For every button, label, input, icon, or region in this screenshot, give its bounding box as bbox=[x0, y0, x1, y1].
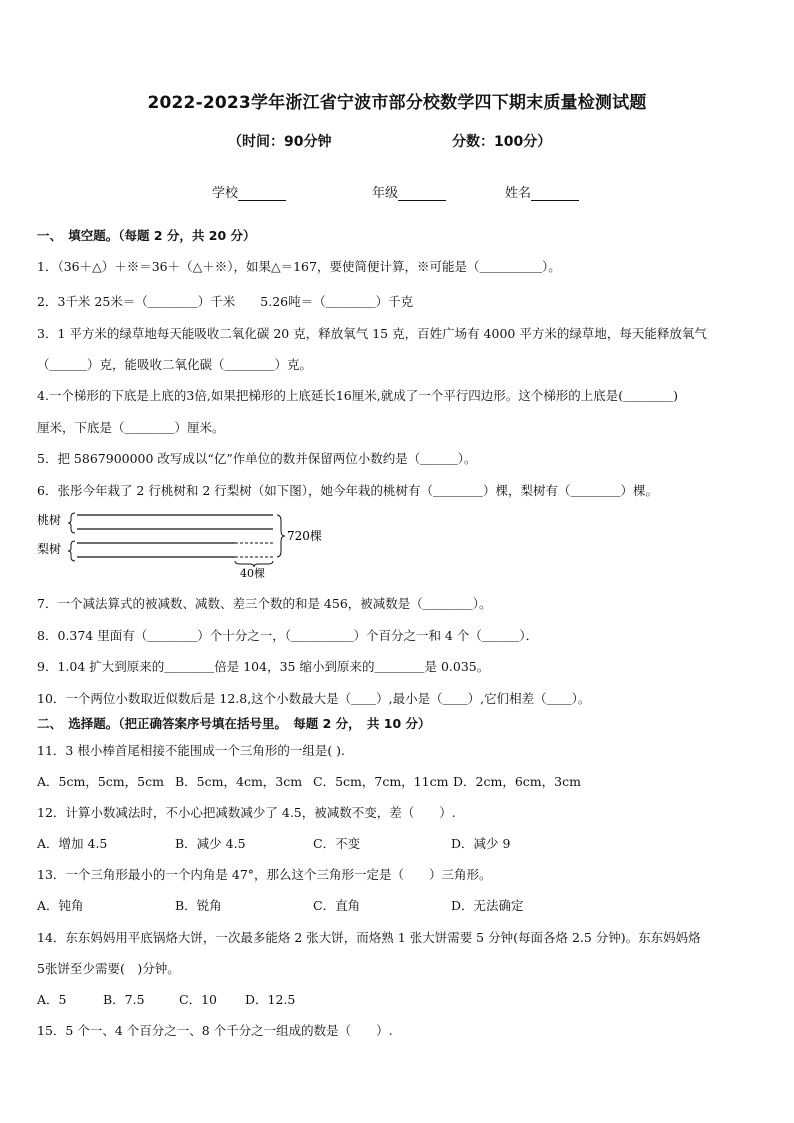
option-a[interactable]: A．增加 4.5 bbox=[37, 836, 108, 851]
question-6: 6．张彤今年栽了 2 行桃树和 2 行梨树（如下图），她今年栽的桃树有（＿＿＿＿）棵，梨树有（＿＿＿＿）棵。 bbox=[37, 483, 659, 498]
score-info: 分数：100分） bbox=[452, 134, 552, 150]
question-7: 7．一个减法算式的被减数、减数、差三个数的和是 456，被减数是（＿＿＿＿）。 bbox=[37, 596, 492, 611]
question-1: 1．（36＋△）＋※＝36＋（△＋※），如果△＝167，要使简便计算，※可能是（＿＿＿＿＿）。 bbox=[37, 259, 561, 274]
question-15: 15．5 个一、4 个百分之一、8 个千分之一组成的数是（ ）. bbox=[37, 1023, 393, 1038]
question-4-line2: 厘米，下底是（＿＿＿＿）厘米。 bbox=[37, 420, 225, 435]
question-2: 2．3千米 25米＝（＿＿＿＿）千米 5.26吨＝（＿＿＿＿）千克 bbox=[37, 294, 414, 309]
exam-title: 2022-2023学年浙江省宁波市部分校数学四下期末质量检测试题 bbox=[147, 93, 647, 113]
name-field: 姓名 bbox=[505, 182, 579, 201]
option-b[interactable]: B．锐角 bbox=[175, 898, 222, 913]
difference-label: 40棵 bbox=[240, 567, 265, 579]
option-a[interactable]: A．钝角 bbox=[37, 898, 84, 913]
tree-diagram bbox=[37, 507, 337, 579]
question-13: 13．一个三角形最小的一个内角是 47°，那么这个三角形一定是（ ）三角形。 bbox=[37, 867, 492, 882]
peach-brace bbox=[68, 513, 75, 533]
total-label: 720棵 bbox=[287, 529, 322, 543]
option-b[interactable]: B．5cm，4cm，3cm bbox=[175, 774, 303, 789]
option-c[interactable]: C．5cm，7cm，11cm bbox=[313, 774, 449, 789]
question-9: 9．1.04 扩大到原来的＿＿＿＿倍是 104，35 缩小到原来的＿＿＿＿是 0.035。 bbox=[37, 659, 490, 674]
question-10: 10．一个两位小数取近似数后是 12.8,这个小数最大是（＿＿）,最小是（＿＿）,它们相差（＿＿）。 bbox=[37, 691, 591, 706]
school-blank[interactable] bbox=[238, 188, 286, 201]
pear-brace bbox=[68, 541, 75, 561]
option-c[interactable]: C．直角 bbox=[313, 898, 361, 913]
question-3-line1: 3．1 平方米的绿草地每天能吸收二氧化碳 20 克，释放氧气 15 克，百姓广场有 4000 平方米的绿草地，每天能释放氧气 bbox=[37, 326, 707, 341]
option-c[interactable]: C．不变 bbox=[313, 836, 361, 851]
question-14-line1: 14．东东妈妈用平底锅烙大饼，一次最多能烙 2 张大饼，而烙熟 1 张大饼需要 5 分钟(每面各烙 2.5 分钟)。东东妈妈烙 bbox=[37, 930, 701, 945]
question-11: 11．3 根小棒首尾相接不能围成一个三角形的一组是( ). bbox=[37, 743, 346, 758]
section-1-heading: 一、 填空题。（每题 2 分，共 20 分） bbox=[37, 228, 256, 243]
option-d[interactable]: D．12.5 bbox=[245, 992, 296, 1007]
school-field: 学校 bbox=[212, 182, 286, 201]
time-info: （时间：90分钟 bbox=[228, 134, 332, 150]
grade-blank[interactable] bbox=[398, 188, 446, 201]
question-3-line2: （＿＿＿）克，能吸收二氧化碳（＿＿＿＿）克。 bbox=[37, 357, 313, 372]
question-8: 8．0.374 里面有（＿＿＿＿）个十分之一，（＿＿＿＿＿）个百分之一和 4 个（＿＿＿）． bbox=[37, 628, 539, 643]
question-5: 5．把 5867900000 改写成以“亿”作单位的数并保留两位小数约是（＿＿＿）。 bbox=[37, 451, 477, 466]
option-d[interactable]: D．2cm，6cm，3cm bbox=[453, 774, 581, 789]
section-2-heading: 二、 选择题。（把正确答案序号填在括号里。 每题 2 分， 共 10 分） bbox=[37, 716, 431, 731]
option-a[interactable]: A．5cm，5cm，5cm bbox=[37, 774, 164, 789]
option-b[interactable]: B．减少 4.5 bbox=[175, 836, 246, 851]
question-14-line2: 5张饼至少需要( )分钟。 bbox=[37, 961, 180, 976]
option-c[interactable]: C．10 bbox=[179, 992, 217, 1007]
total-brace bbox=[277, 515, 285, 557]
peach-label: 桃树 bbox=[37, 513, 62, 527]
question-12: 12．计算小数减法时，不小心把减数减少了 4.5，被减数不变，差（ ）. bbox=[37, 805, 456, 820]
pear-label: 梨树 bbox=[37, 542, 62, 556]
option-a[interactable]: A．5 bbox=[37, 992, 67, 1007]
grade-field: 年级 bbox=[372, 182, 446, 201]
option-d[interactable]: D．减少 9 bbox=[451, 836, 511, 851]
name-blank[interactable] bbox=[531, 188, 579, 201]
option-d[interactable]: D．无法确定 bbox=[451, 898, 524, 913]
option-b[interactable]: B．7.5 bbox=[103, 992, 145, 1007]
question-4-line1: 4.一个梯形的下底是上底的3倍,如果把梯形的上底延长16厘米,就成了一个平行四边形。这个梯形的上底是(＿＿＿＿) bbox=[37, 388, 678, 403]
